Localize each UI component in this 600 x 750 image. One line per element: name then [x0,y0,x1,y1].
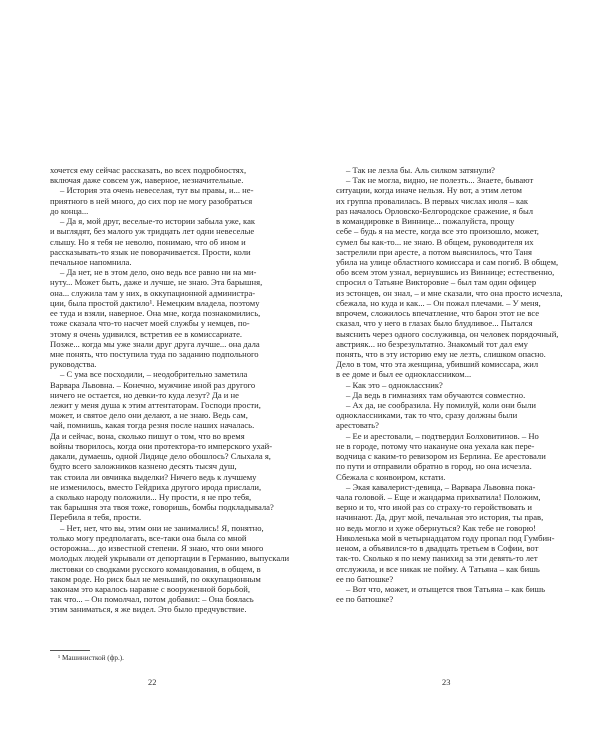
text-line: таком роде. Но риск был не меньший, по оккупационным [50,573,261,584]
text-line: раз началось Орловско-Белгородское сражение, я был [336,205,534,216]
text-line: до конца... [50,205,89,216]
text-line: мне понять, что поступила туда по заданию подпольного [50,348,259,359]
text-line: нуту... Может быть, даже и лучше, не знаю. Эта барышня, [50,277,263,288]
text-line: в ее доме и был ее одноклассником... [336,369,472,380]
page-number-right: 23 [442,678,451,687]
text-line: Дело в том, что эта женщина, убивший комиссара, жил [336,359,539,370]
text-line: понять, что в эту историю ему не лезть, слишком опасно. [336,348,546,359]
text-line: осторожна... до известной степени. Я знаю, что они много [50,543,264,554]
text-line: – Нет, нет, что вы, этим они не занимались! Я, понятно, [60,522,264,533]
text-line: одноклассниками, так то что, сразу должны были [336,410,518,421]
text-line: будто всего заложников казнено десять тысяч душ, [50,461,237,472]
text-line: – Ах да, не сообразила. Ну помилуй, коли они были [346,400,536,411]
text-line: – Так не лезла бы. Аль силком затянули? [346,165,496,175]
text-line: обо всем этом узнал, вернувшись из Виннице; естественно, [336,267,555,278]
text-line: лежит у меня душа к этим аттентаторам. Господи прости, [50,400,261,411]
page-number-left: 22 [148,678,157,687]
text-line: спросил о Татьяне Викторовне – был там один офицер [336,277,537,288]
text-line: может, и святое дело они делают, а не знаю. Ведь сам, [50,410,248,421]
text-line: сумел бы как-то... не знаю. В общем, руководителя их [336,236,534,247]
text-line: так стоила ли овчинка выделки? Ничего ведь к лучшему [50,471,257,482]
text-line: дакали, думаешь, одной Лидице дело обошлось? Слыхала я, [50,451,271,462]
text-line: Позже... когда мы уже знали друг друга лучше... она дала [50,338,260,349]
text-line: ситуации, когда иначе нельзя. Ну вот, а этим летом [336,185,522,196]
text-line: в командировке в Виннице... пожалуйста, прощу [336,216,515,227]
text-line: их группа провалилась. В первых числах июля – как [336,195,529,206]
text-line: неном, а объявился-то в двадцать третьем в Софии, вот [336,543,539,554]
text-line: – Как это – одноклассник? [346,379,443,390]
text-line: – Да ведь в гимназиях там обучаются совместно. [346,389,526,400]
left-page-text [50,165,290,615]
text-line: она... служила там у них, в оккупационной администра- [50,287,256,298]
text-line: водчица с каким-то ревизором из Берлина. Ее арестовали [336,451,546,462]
text-line: включая даже совсем уж, наверное, незначительные. [50,175,244,186]
text-line: Сбежала с конвоиром, кстати. [336,471,446,482]
right-page [300,0,600,750]
text-line: руководства. [50,359,97,370]
text-line: ции, была простой дактило¹. Немецким владела, поэтому [50,297,260,308]
text-line: листовки со сводками русского командования, в общем, в [50,563,261,574]
text-line: хочется ему сейчас рассказать, во всех подробностях, [50,165,247,175]
text-line: приятного в ней много, до сих пор не могу разобраться [50,195,253,206]
text-line: – История эта очень невеселая, тут вы правы, и... не- [60,185,254,196]
text-line: впрочем, сложилось впечатление, что барон этот не все [336,308,540,319]
text-line: – С ума все посходили, – неодобрительно заметила [60,369,248,380]
text-line: – Так не могла, видно, не полезть... Знаете, бывают [346,175,534,186]
text-line: этому я очень удивился, встретив ее в комиссариате. [50,328,243,339]
text-line: из эстонцев, он знал, – и мне сказали, что она просто исчезла, [336,287,563,298]
text-line: сбежала, но куда и как... – Он пожал плечами. – У меня, [336,297,541,308]
text-line: – Вот что, может, и отыщется твоя Татьяна – как бишь [346,583,545,594]
text-line: сказал, что у него в глазах было блудливое... Пытался [336,318,533,329]
text-line: – Да нет, не в этом дело, оно ведь все равно ни на ми- [60,267,257,278]
text-line: так-то. Сколько я по нему панихид за эти девять-то лет [336,553,538,564]
text-line: рассказывать-то язык не поворачивается. Прости, коли [50,246,251,257]
text-line: – Да я, мой друг, веселые-то истории забыла уже, как [60,216,256,227]
text-line: печальное напомнила. [50,256,132,267]
text-line: ее по батюшке? [336,573,394,584]
text-line: застрелили при аресте, а потом выяснилось, что Таня [336,246,532,257]
text-line: и выглядят, без малого уж тридцать лет одни невеселые [50,226,255,237]
text-line: только могу предполагать, все-таки она была со мной [50,532,247,543]
footnote-rule [50,650,90,651]
text-line: по пути и отправили обратно в город, но она исчезла. [336,461,532,472]
text-line: отслужила, и все никак не пойму. А Татьяна – как бишь [336,563,540,574]
text-line: молодых людей укрывали от депортации в Германию, выпускали [50,553,290,564]
text-line: слышу. Но я тебя не неволю, понимаю, что об ином и [50,236,246,247]
text-line: арестовать? [336,420,379,431]
text-line: Перебила я тебя, прости. [50,512,142,523]
text-line: австрияк... но безрезультатно. Знакомый тот дал ему [336,338,528,349]
right-page-text [336,165,563,605]
text-line: так что... – Он помолчал, потом добавил: – Она боялась [50,594,254,605]
footnote: ¹ Машинисткой (фр.). [58,654,124,662]
text-line: но ведь могло и хуже обернуться? Как тебе не говорю! [336,522,536,533]
text-line: так барышня эта твоя тоже, говоришь, бомбы подкладывала? [50,502,274,513]
text-line: Да и сейчас, вона, сколько пишут о том, что во время [50,430,245,441]
text-line: законам это каралось наравне с вооруженной борьбой, [50,583,250,594]
text-line: этим заниматься, я же видел. Это было предчувствие. [50,604,247,615]
text-line: не изменилось, вместо Гейдриха другого ирода прислали, [50,481,262,492]
text-line: ничего не остается, но девки-то куда лезут? Да и не [50,389,239,400]
text-line: ее по батюшке? [336,594,394,605]
text-line: верно и то, что иной раз со страху-то геройствовать и [336,502,532,513]
text-line: себе – будь я на месте, когда все это произошло, может, [336,226,539,237]
text-line: а сколько народу положили... Ну прости, я не про тебя, [50,492,252,502]
text-line: – Ее и арестовали, – подтвердил Болховитинов. – Но [346,430,539,441]
text-line: начинают. Да, друг мой, печальная это история, ты прав, [336,512,544,523]
text-line: не в городе, потому что накануне она уехала как пере- [336,440,535,451]
text-line: выяснить через одного сослуживца, он человек порядочный, [336,328,559,339]
text-line: Николенька мой в четырнадцатом году пропал под Гумбин- [336,532,555,543]
text-line: Варвара Львовна. – Конечно, мужчине иной раз другого [50,379,256,390]
text-line: чала головой. – Еще и жандарма прихватила! Положим, [336,492,541,502]
text-line: убила на улице областного комиссара и сам погиб. В общем, [336,256,559,267]
text-line: тоже сказала что-то насчет моей службы у немцев, по- [50,318,250,329]
text-line: – Экая кавалерист-девица, – Варвара Львовна пока- [346,481,536,492]
text-line: чай, помнишь, какая тогда резня после наших началась. [50,420,255,431]
text-line: войны творилось, когда они протектора-то имперского ухай- [50,440,273,451]
text-line: ее туда и взяли, наверное. Она мне, когда познакомились, [50,308,261,319]
